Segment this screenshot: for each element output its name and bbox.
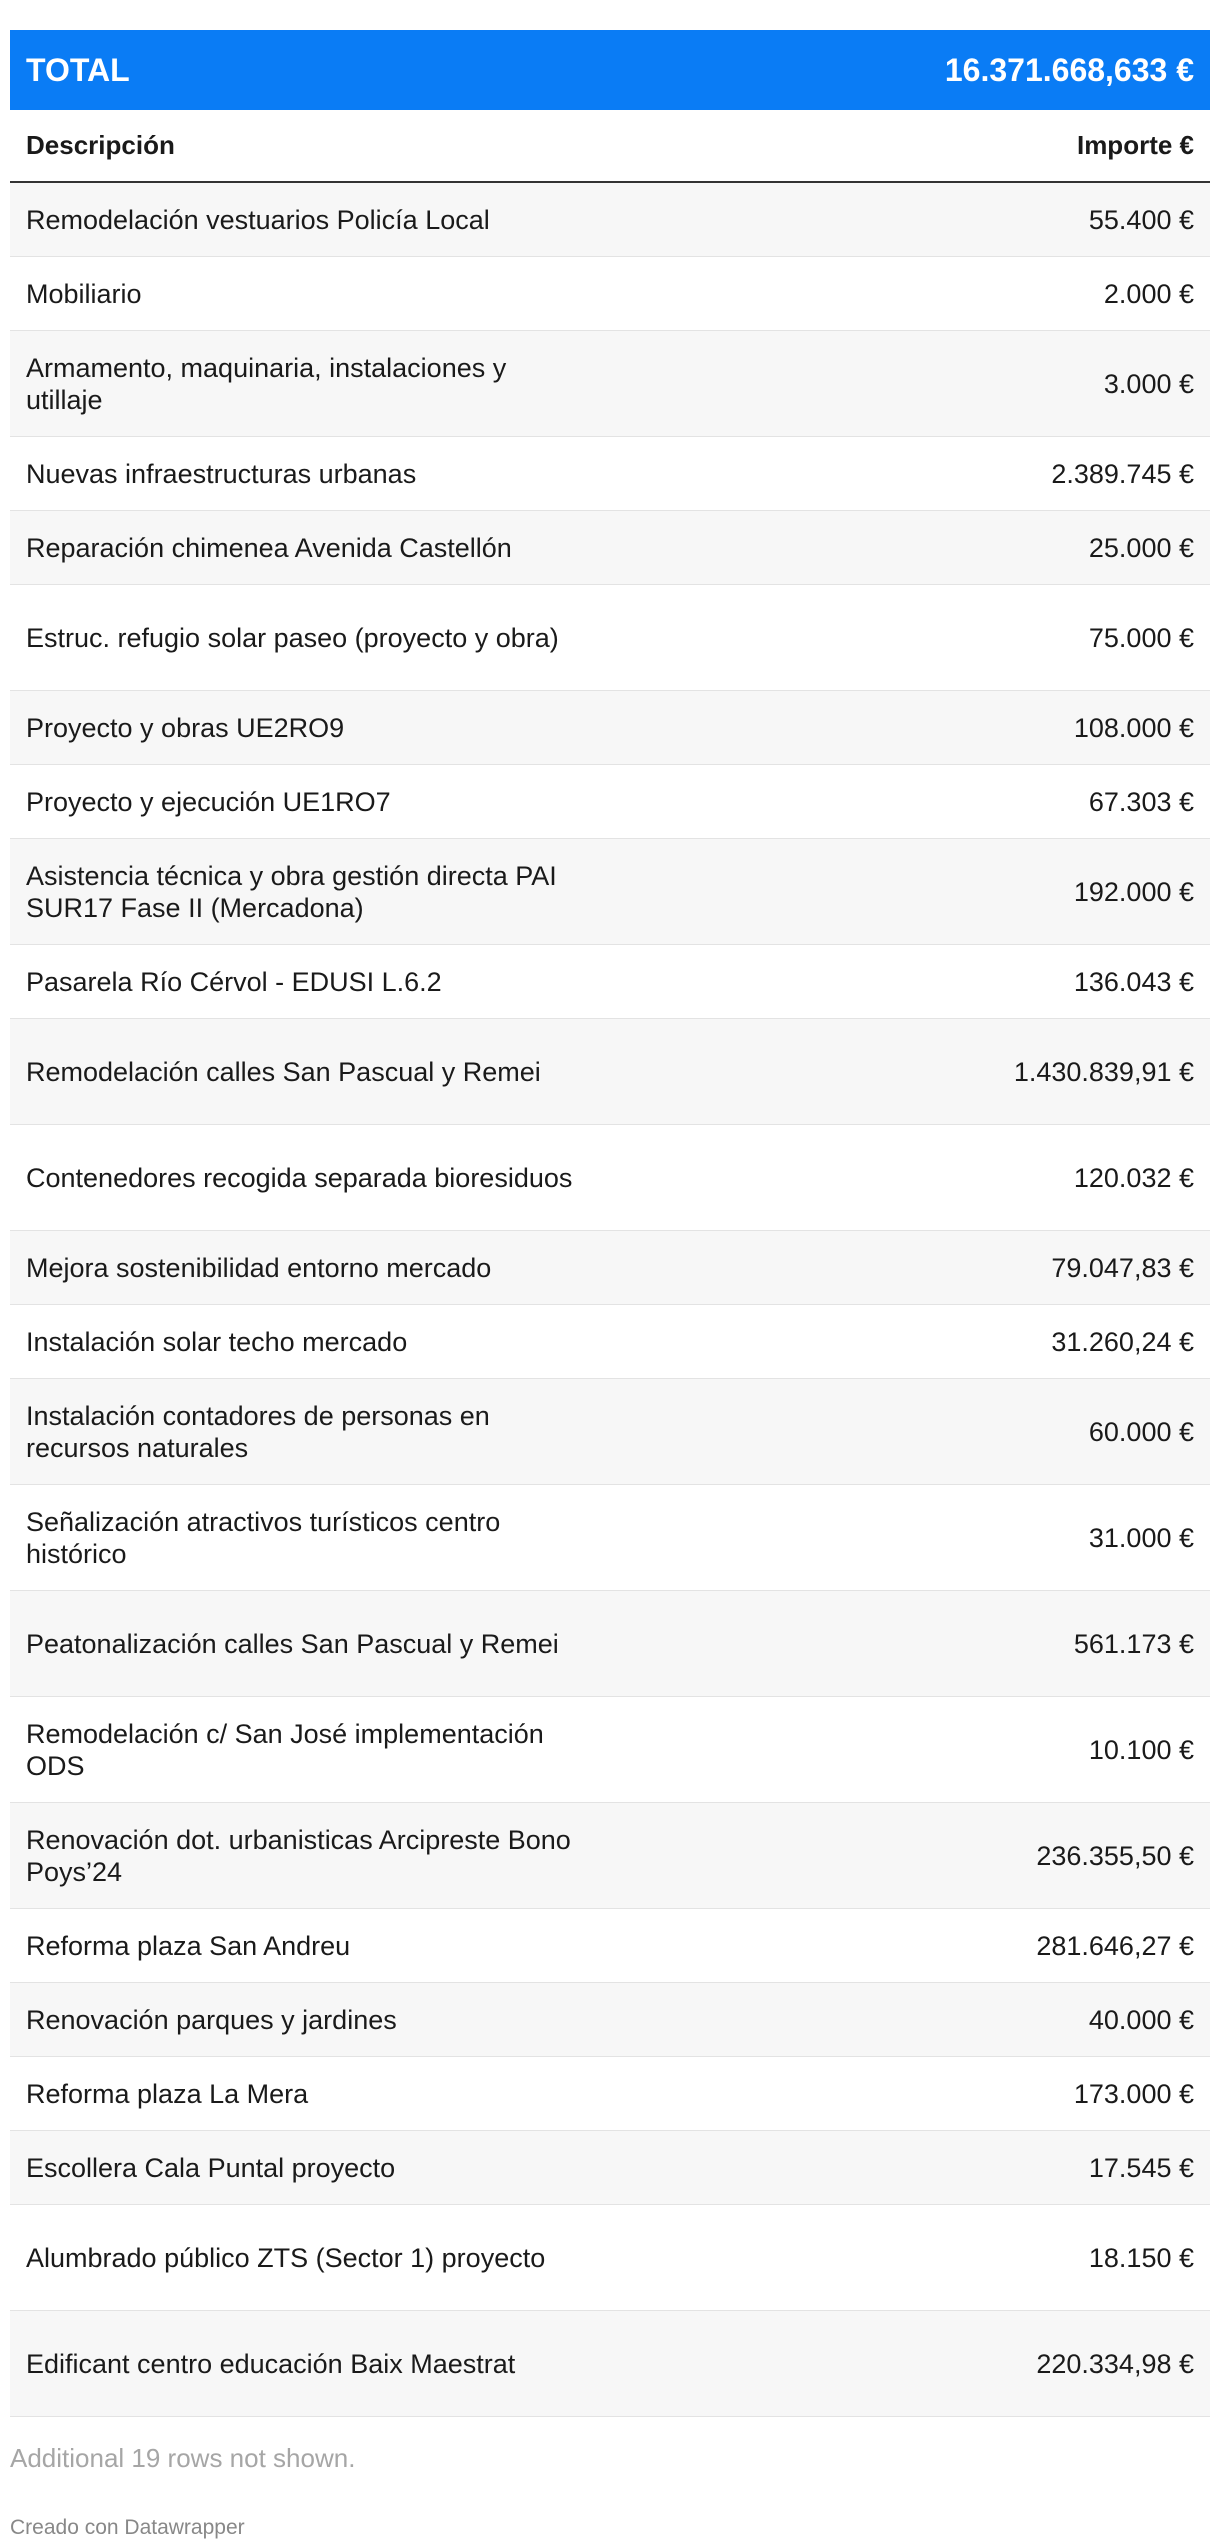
row-amount: 31.000 €: [1088, 1522, 1194, 1553]
row-description: Renovación dot. urbanisticas Arcipreste Bono Poys’24: [26, 1824, 571, 1887]
datawrapper-credit[interactable]: Creado con Datawrapper: [10, 2516, 245, 2539]
table-row: [10, 945, 1210, 1019]
table-row: [10, 1697, 1210, 1803]
row-amount: 173.000 €: [1073, 2078, 1194, 2109]
row-amount: 60.000 €: [1088, 1416, 1194, 1447]
row-description: Remodelación vestuarios Policía Local: [26, 204, 490, 235]
table-row: [10, 2131, 1210, 2205]
row-description: Mejora sostenibilidad entorno mercado: [26, 1252, 492, 1283]
row-description: Nuevas infraestructuras urbanas: [26, 458, 417, 489]
row-amount: 75.000 €: [1088, 622, 1194, 653]
row-description: Peatonalización calles San Pascual y Remei: [26, 1628, 559, 1659]
table-row: [10, 1379, 1210, 1485]
row-description: Reparación chimenea Avenida Castellón: [26, 532, 512, 563]
row-amount: 3.000 €: [1103, 368, 1194, 399]
row-amount: 561.173 €: [1073, 1628, 1194, 1659]
row-description: Proyecto y obras UE2RO9: [26, 712, 345, 743]
row-amount: 281.646,27 €: [1036, 1930, 1194, 1961]
row-description: Contenedores recogida separada bioresiduos: [26, 1162, 573, 1193]
table-row: [10, 2205, 1210, 2311]
table-row: [10, 1019, 1210, 1125]
row-amount: 17.545 €: [1088, 2152, 1194, 2183]
table-row: [10, 765, 1210, 839]
table-row: [10, 1231, 1210, 1305]
row-description: Reforma plaza San Andreu: [26, 1930, 351, 1961]
row-amount: 18.150 €: [1088, 2242, 1194, 2273]
row-amount: 136.043 €: [1073, 966, 1194, 997]
row-amount: 55.400 €: [1088, 204, 1194, 235]
row-description: Edificant centro educación Baix Maestrat: [26, 2348, 516, 2379]
table-row: [10, 1125, 1210, 1231]
table-row: [10, 183, 1210, 257]
table-row: [10, 1909, 1210, 1983]
column-header-amount[interactable]: Importe €: [1076, 130, 1194, 160]
row-description: Mobiliario: [26, 278, 142, 309]
row-amount: 67.303 €: [1088, 786, 1194, 817]
total-value: 16.371.668,633 €: [944, 51, 1194, 88]
row-amount: 220.334,98 €: [1036, 2348, 1194, 2379]
table-row: [10, 2057, 1210, 2131]
table-row: [10, 691, 1210, 765]
row-amount: 79.047,83 €: [1051, 1252, 1194, 1283]
table-row: [10, 331, 1210, 437]
table-row: [10, 2311, 1210, 2417]
row-amount: 40.000 €: [1088, 2004, 1194, 2035]
row-amount: 25.000 €: [1088, 532, 1194, 563]
row-description: Señalización atractivos turísticos centro histórico: [26, 1506, 501, 1569]
row-amount: 2.000 €: [1103, 278, 1194, 309]
row-description: Estruc. refugio solar paseo (proyecto y obra): [26, 622, 559, 653]
row-amount: 120.032 €: [1073, 1162, 1194, 1193]
row-description: Escollera Cala Puntal proyecto: [26, 2152, 396, 2183]
table-row: [10, 1305, 1210, 1379]
row-amount: 2.389.745 €: [1051, 458, 1194, 489]
row-description: Remodelación calles San Pascual y Remei: [26, 1056, 541, 1087]
row-amount: 31.260,24 €: [1051, 1326, 1194, 1357]
column-header-description[interactable]: Descripción: [26, 130, 175, 160]
table-header: [10, 110, 1210, 183]
row-description: Remodelación c/ San José implementación ODS: [26, 1718, 544, 1781]
table-row: [10, 511, 1210, 585]
table-row: [10, 839, 1210, 945]
row-amount: 108.000 €: [1073, 712, 1194, 743]
row-amount: 10.100 €: [1088, 1734, 1194, 1765]
row-description: Instalación contadores de personas en recursos naturales: [26, 1400, 490, 1463]
row-description: Asistencia técnica y obra gestión directa PAI SUR17 Fase II (Mercadona): [26, 860, 557, 923]
row-description: Proyecto y ejecución UE1RO7: [26, 786, 391, 817]
table-row: [10, 437, 1210, 511]
total-bar: [10, 30, 1210, 110]
row-amount: 192.000 €: [1073, 876, 1194, 907]
row-description: Instalación solar techo mercado: [26, 1326, 408, 1357]
table-row: [10, 1485, 1210, 1591]
row-description: Alumbrado público ZTS (Sector 1) proyecto: [26, 2242, 546, 2273]
table-row: [10, 257, 1210, 331]
row-description: Armamento, maquinaria, instalaciones y utillaje: [26, 352, 507, 415]
table-row: [10, 585, 1210, 691]
table-widget: [10, 0, 1210, 2540]
table-row: [10, 1591, 1210, 1697]
rows-not-shown-note: Additional 19 rows not shown.: [10, 2443, 356, 2473]
table-row: [10, 1803, 1210, 1909]
row-amount: 236.355,50 €: [1036, 1840, 1194, 1871]
table-row: [10, 1983, 1210, 2057]
row-amount: 1.430.839,91 €: [1013, 1056, 1194, 1087]
row-description: Reforma plaza La Mera: [26, 2078, 309, 2109]
row-description: Renovación parques y jardines: [26, 2004, 397, 2035]
row-description: Pasarela Río Cérvol - EDUSI L.6.2: [26, 966, 442, 997]
total-label: TOTAL: [26, 51, 130, 88]
table-body: [10, 183, 1210, 2417]
